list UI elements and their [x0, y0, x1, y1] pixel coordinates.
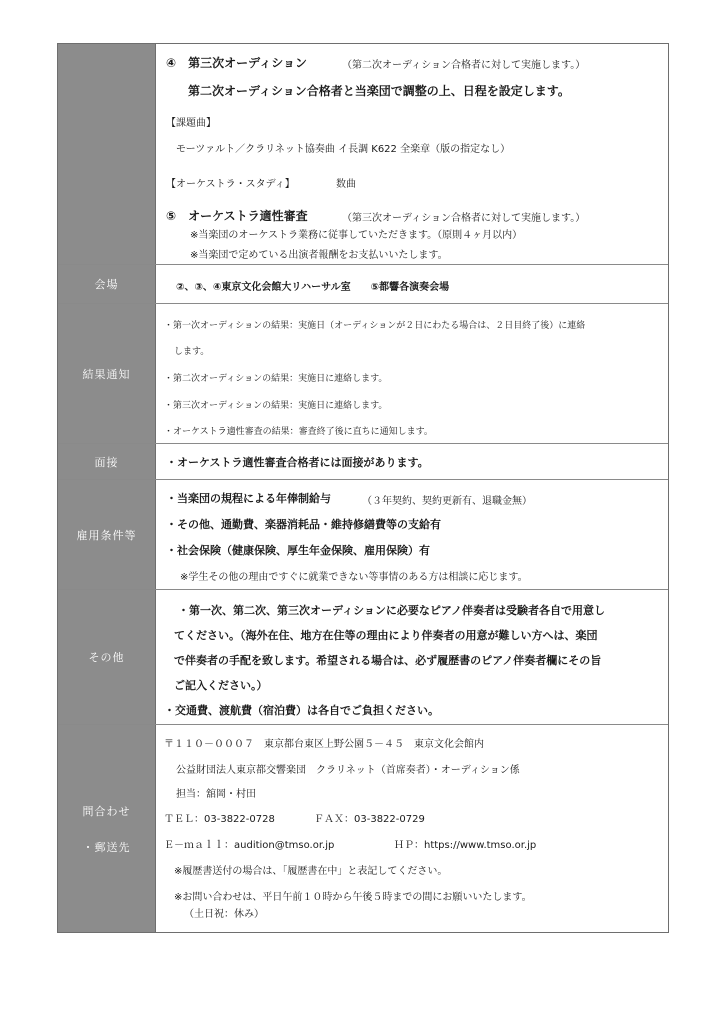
other-travel-costs: ・交通費、渡航費（宿泊費）は各自でご負担ください。 — [164, 704, 439, 717]
contact-row — [58, 725, 668, 932]
contact-address: 〒１１０－０００７ 東京都台東区上野公園５－４５ 東京文化会館内 — [164, 739, 484, 750]
other-accompanist-line-3: で伴奏者の手配を致します。希望される場合は、必ず履歴書のピアノ伴奏者欄にその旨 — [174, 654, 602, 667]
other-row — [58, 590, 668, 725]
orchestra-study-value: 数曲 — [336, 179, 356, 190]
contact-organization: 公益財団法人東京都交響楽団 クラリネット（首席奏者）・オーディション係 — [176, 765, 520, 776]
venue-label: 会場 — [58, 265, 156, 303]
venue-row — [58, 265, 668, 304]
employment-salary: ・当楽団の規程による年俸制給与 — [166, 492, 331, 505]
contact-homepage-link[interactable]: ＨＰ：https://www.tmso.or.jp — [394, 840, 537, 851]
contact-fax: ＦＡＸ：03-3822-0729 — [314, 814, 425, 825]
audition-info-table — [57, 43, 669, 933]
other-accompanist-line-1: ・第一次、第二次、第三次オーディションに必要なピアノ伴奏者は受験者各自で用意し — [178, 604, 606, 617]
interview-row — [58, 444, 668, 480]
employment-label: 雇用条件等 — [58, 480, 156, 589]
contact-resume-note: ※履歴書送付の場合は、「履歴書在中」と表記してください。 — [174, 866, 448, 877]
results-first-line-a: ・第一次オーディションの結果：実施日（オーディションが２日にわたる場合は、２日目終了後）に連絡 — [164, 321, 586, 331]
contact-label-cell — [58, 725, 156, 932]
results-row — [58, 304, 668, 444]
results-content — [156, 304, 668, 443]
employment-insurance: ・社会保険（健康保険、厚生年金保険、雇用保険）有 — [166, 544, 430, 557]
third-audition-heading-note: （第二次オーディション合格者に対して実施します。） — [342, 60, 586, 71]
interview-label: 面接 — [58, 444, 156, 479]
contact-holidays-note: （土日祝：休み） — [184, 909, 264, 920]
employment-student-note: ※学生その他の理由ですぐに就業できない等事情のある方は相談に応じます。 — [180, 572, 528, 583]
third-audition-schedule: 第二次オーディション合格者と当楽団で調整の上、日程を設定します。 — [188, 84, 570, 98]
results-third: ・第三次オーディションの結果：実施日に連絡します。 — [164, 401, 388, 411]
contact-content — [156, 725, 668, 932]
other-content — [156, 590, 668, 724]
employment-content — [156, 480, 668, 589]
results-second: ・第二次オーディションの結果：実施日に連絡します。 — [164, 374, 388, 384]
other-label: その他 — [58, 590, 156, 724]
aptitude-test-heading: ⑤ オーケストラ適性審査 — [166, 209, 308, 223]
contact-hours-note: ※お問い合わせは、平日午前１０時から午後５時までの間にお願いいたします。 — [174, 892, 532, 903]
required-piece: モーツァルト／クラリネット協奏曲 イ長調 K622 全楽章（版の指定なし） — [176, 144, 511, 155]
results-first-line-b: します。 — [174, 347, 210, 357]
rounds-content — [156, 44, 668, 264]
venue-text: ②、③、④東京文化会館大リハーサル室 ⑤都響各演奏会場 — [176, 282, 450, 293]
interview-content — [156, 444, 668, 479]
contact-email-link[interactable]: Ｅ－ｍａｌｌ：audition@tmso.or.jp — [164, 840, 335, 851]
orchestra-study-label: 【オーケストラ・スタディ】 — [166, 179, 295, 190]
rounds-row — [58, 44, 668, 265]
employment-allowances: ・その他、通勤費、楽器消耗品・維持修繕費等の支給有 — [166, 518, 441, 531]
contact-staff: 担当：舘岡・村田 — [176, 789, 256, 800]
contact-label-line-1: 問合わせ — [82, 804, 131, 818]
employment-row — [58, 480, 668, 590]
results-label: 結果通知 — [58, 304, 156, 443]
rounds-label-cell — [58, 44, 156, 264]
aptitude-test-heading-note: （第三次オーディション合格者に対して実施します。） — [342, 213, 586, 224]
other-accompanist-line-2: てください。（海外在住、地方在住等の理由により伴奏者の用意が難しい方へは、楽団 — [174, 629, 598, 642]
interview-text: ・オーケストラ適性審査合格者には面接があります。 — [166, 456, 429, 469]
contact-label-line-2: ・郵送先 — [82, 840, 131, 854]
aptitude-test-note-1: ※当楽団のオーケストラ業務に従事していただきます。（原則４ヶ月以内） — [190, 230, 523, 241]
aptitude-test-note-2: ※当楽団で定めている出演者報酬をお支払いいたします。 — [190, 250, 448, 261]
results-aptitude: ・オーケストラ適性審査の結果：審査終了後に直ちに通知します。 — [164, 427, 433, 437]
other-accompanist-line-4: ご記入ください。） — [174, 679, 268, 692]
contact-tel: ＴＥＬ：03-3822-0728 — [164, 814, 275, 825]
venue-content — [156, 265, 668, 303]
required-piece-label: 【課題曲】 — [166, 118, 216, 129]
third-audition-heading: ④ 第三次オーディション — [166, 56, 307, 70]
employment-salary-note: （３年契約、契約更新有、退職金無） — [362, 496, 532, 507]
